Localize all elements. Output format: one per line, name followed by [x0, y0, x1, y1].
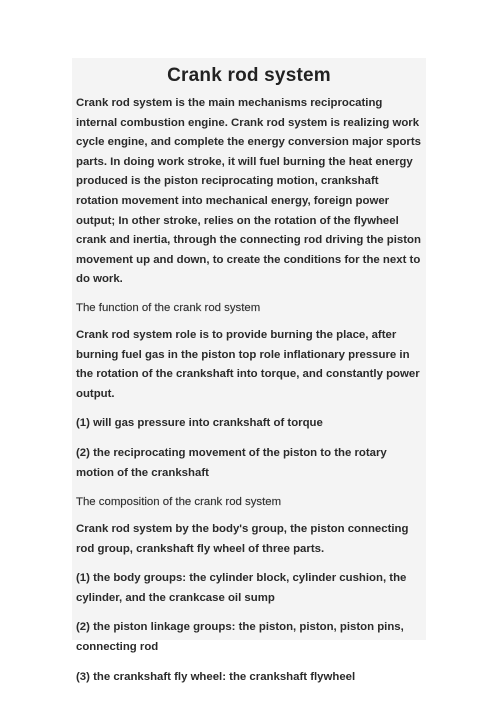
function-item-1: (1) will gas pressure into crankshaft of torque: [76, 417, 323, 430]
composition-heading: The composition of the crank rod system: [76, 496, 282, 509]
composition-item-3: (3) the crankshaft fly wheel: the crankshaft flywheel: [76, 670, 356, 683]
composition-paragraph: Crank rod system by the body's group, the piston connecting rod group, crankshaft fly wheel of three parts.: [76, 523, 409, 555]
function-paragraph: Crank rod system role is to provide burning the place, after burning fuel gas in the piston top role inflationary pressure in the rotation of the crankshaft into torque, and constantly power output.: [76, 328, 420, 400]
intro-paragraph: Crank rod system is the main mechanisms reciprocating internal combustion engine. Crank rod system is realizing work cycle engine, and complete the energy conversion major sports parts. In doing work stroke, it will fuel burning the heat energy produced is the piston reciprocating motion, crankshaft rotation movement into mechanical energy, foreign power output; In other stroke, relies on the rotation of the flywheel crank and inertia, through the connecting rod driving the piston movement up and down, to create the conditions for the next to do work.: [76, 97, 421, 286]
function-heading: The function of the crank rod system: [76, 301, 261, 314]
composition-item-1: (1) the body groups: the cylinder block, cylinder cushion, the cylinder, and the crankcase oil sump: [76, 572, 407, 604]
document-body: [72, 88, 424, 687]
document-title: Crank rod system: [167, 65, 331, 86]
function-item-2: (2) the reciprocating movement of the piston to the rotary motion of the crankshaft: [76, 446, 387, 479]
composition-item-2: (2) the piston linkage groups: the piston, piston, piston pins, connecting rod: [76, 621, 404, 654]
document-page: [72, 58, 426, 683]
